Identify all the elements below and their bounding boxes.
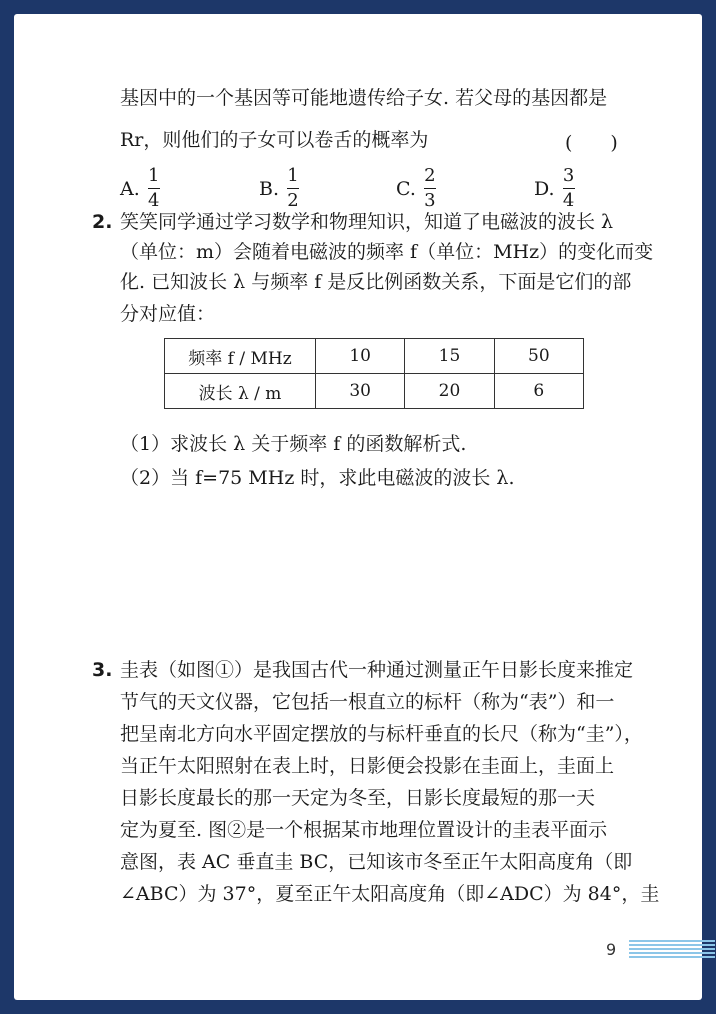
option-d-numerator: 3 <box>562 165 575 186</box>
option-a-fraction <box>148 166 160 211</box>
q2-line-2: （单位：m）会随着电磁波的频率 f（单位：MHz）的变化而变 <box>120 241 654 263</box>
q3-line-7: 意图，表 AC 垂直圭 BC，已知该市冬至正午太阳高度角（即 <box>120 851 633 873</box>
stripe <box>629 956 715 958</box>
table-cell: 30 <box>316 374 405 409</box>
option-c-numerator: 2 <box>424 165 436 186</box>
table-cell: 50 <box>494 339 583 374</box>
stripe <box>629 944 715 946</box>
option-a <box>120 166 160 211</box>
q1-line-2: Rr，则他们的子女可以卷舌的概率为 <box>120 129 429 151</box>
decorative-stripes <box>629 940 715 960</box>
q2-sub-question-1: （1）求波长 λ 关于频率 f 的函数解析式. <box>120 433 467 455</box>
fraction-bar <box>287 188 299 189</box>
page-number: 9 <box>606 940 617 959</box>
q2-sub-question-2: （2）当 f=75 MHz 时，求此电磁波的波长 λ. <box>120 467 515 489</box>
q2-number: 2. <box>92 211 113 233</box>
q3-line-4: 当正午太阳照射在表上时，日影便会投影在圭面上，圭面上 <box>120 755 615 777</box>
table-cell: 15 <box>405 339 494 374</box>
page <box>14 14 702 1000</box>
q3-line-3: 把呈南北方向水平固定摆放的与标杆垂直的长尺（称为“圭”）， <box>120 723 643 745</box>
table-cell: 10 <box>316 339 405 374</box>
option-c <box>396 166 436 211</box>
q1-line-1: 基因中的一个基因等可能地遗传给子女. 若父母的基因都是 <box>120 87 608 109</box>
q2-line-1: 笑笑同学通过学习数学和物理知识，知道了电磁波的波长 λ <box>120 211 614 233</box>
option-b-numerator: 1 <box>287 165 299 186</box>
option-d-fraction <box>563 166 575 211</box>
option-b-label: B. <box>259 177 280 200</box>
option-b-fraction <box>287 166 299 211</box>
q2-line-4: 分对应值： <box>120 303 216 325</box>
stripe <box>629 940 715 942</box>
stripe <box>629 948 715 950</box>
answer-paren: ( ) <box>565 132 618 154</box>
q3-line-5: 日影长度最长的那一天定为冬至，日影长度最短的那一天 <box>120 787 596 809</box>
table-row <box>165 374 584 409</box>
q2-line-3: 化. 已知波长 λ 与频率 f 是反比例函数关系，下面是它们的部 <box>120 271 632 293</box>
table-row <box>165 339 584 374</box>
option-a-numerator: 1 <box>148 165 160 186</box>
q3-number: 3. <box>92 659 113 681</box>
option-d <box>534 166 575 211</box>
option-a-denominator: 4 <box>148 190 160 211</box>
q3-line-6: 定为夏至. 图②是一个根据某市地理位置设计的圭表平面示 <box>120 819 608 841</box>
fraction-bar <box>563 188 575 189</box>
q3-line-2: 节气的天文仪器，它包括一根直立的标杆（称为“表”）和一 <box>120 691 615 713</box>
option-b-denominator: 2 <box>287 190 299 211</box>
fraction-bar <box>148 188 160 189</box>
frequency-wavelength-table <box>164 338 584 409</box>
option-c-fraction <box>424 166 436 211</box>
q3-line-1: 圭表（如图①）是我国古代一种通过测量正午日影长度来推定 <box>120 659 634 681</box>
table-cell: 20 <box>405 374 494 409</box>
stripe <box>629 952 715 954</box>
table-header-wavelength: 波长 λ / m <box>165 374 316 409</box>
option-b <box>259 166 299 211</box>
option-a-label: A. <box>120 177 140 200</box>
fraction-bar <box>424 188 436 189</box>
table-header-frequency: 频率 f / MHz <box>165 339 316 374</box>
q3-line-8: ∠ABC）为 37°，夏至正午太阳高度角（即∠ADC）为 84°，圭 <box>120 883 660 905</box>
option-d-denominator: 4 <box>562 190 575 211</box>
option-c-denominator: 3 <box>424 190 436 211</box>
option-c-label: C. <box>396 177 416 200</box>
table-cell: 6 <box>494 374 583 409</box>
option-d-label: D. <box>534 177 555 200</box>
